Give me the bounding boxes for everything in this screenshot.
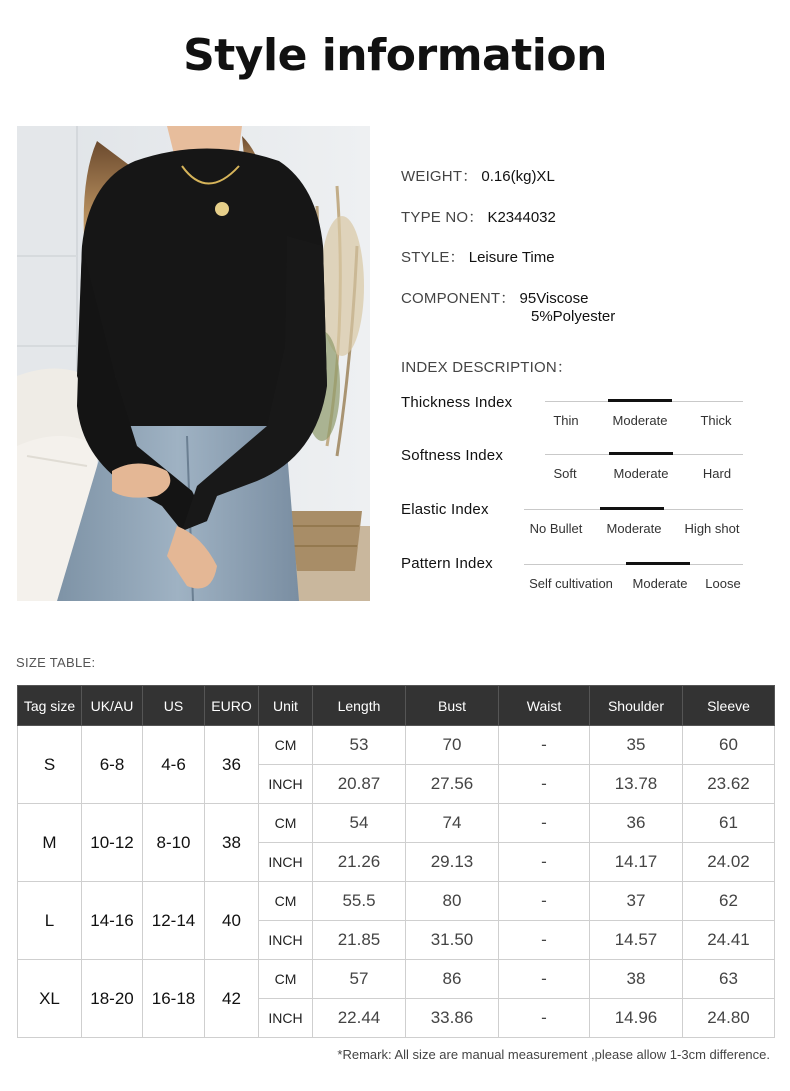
uk-cell: 6-8 (82, 726, 143, 804)
header-cell: Unit (259, 686, 313, 726)
unit-cell: CM (259, 960, 313, 999)
tag-size-cell: M (18, 804, 82, 882)
table-header-row (18, 686, 775, 726)
tag-size-cell: S (18, 726, 82, 804)
header-cell: Shoulder (590, 686, 683, 726)
tag-size-cell: L (18, 882, 82, 960)
header-cell: Length (313, 686, 406, 726)
scale-option: High shot (684, 521, 740, 536)
component-line (401, 287, 588, 308)
unit-cell: CM (259, 726, 313, 765)
scale-option: Self cultivation (529, 576, 613, 591)
scale-option: Loose (705, 576, 741, 591)
euro-cell: 42 (205, 960, 259, 1038)
sleeve-cell: 62 (683, 882, 775, 921)
length-cell: 21.26 (313, 843, 406, 882)
bust-cell: 74 (406, 804, 499, 843)
style-label: STYLE： (401, 249, 465, 266)
size-table (17, 685, 775, 1038)
bust-cell: 86 (406, 960, 499, 999)
sleeve-cell: 24.80 (683, 999, 775, 1038)
waist-cell: - (499, 999, 590, 1038)
pattern-index-label: Pattern Index (401, 555, 493, 572)
header-cell: Bust (406, 686, 499, 726)
unit-cell: INCH (259, 999, 313, 1038)
type-value: K2344032 (487, 209, 556, 226)
selected-marker (626, 562, 690, 565)
bust-cell: 31.50 (406, 921, 499, 960)
bust-cell: 29.13 (406, 843, 499, 882)
euro-cell: 36 (205, 726, 259, 804)
shoulder-cell: 14.96 (590, 999, 683, 1038)
sleeve-cell: 24.02 (683, 843, 775, 882)
scale-option: Thick (700, 413, 732, 428)
page-title: Style information (183, 30, 607, 81)
weight-label: WEIGHT： (401, 168, 478, 185)
waist-cell: - (499, 882, 590, 921)
shoulder-cell: 14.57 (590, 921, 683, 960)
bust-cell: 27.56 (406, 765, 499, 804)
unit-cell: CM (259, 804, 313, 843)
waist-cell: - (499, 804, 590, 843)
us-cell: 16-18 (143, 960, 205, 1038)
header-cell: Tag size (18, 686, 82, 726)
softness-scale (545, 454, 743, 484)
length-cell: 22.44 (313, 999, 406, 1038)
style-value: Leisure Time (468, 249, 555, 266)
waist-cell: - (499, 726, 590, 765)
sleeve-cell: 24.41 (683, 921, 775, 960)
index-description-label: INDEX DESCRIPTION： (401, 359, 573, 376)
waist-cell: - (499, 960, 590, 999)
scale-option: Moderate (612, 413, 668, 428)
tag-size-cell: XL (18, 960, 82, 1038)
unit-cell: INCH (259, 921, 313, 960)
length-cell: 57 (313, 960, 406, 999)
table-row (18, 726, 775, 765)
sleeve-cell: 61 (683, 804, 775, 843)
product-photo (17, 126, 370, 601)
type-line (401, 206, 556, 227)
thickness-scale (545, 401, 743, 431)
type-label: TYPE NO： (401, 209, 484, 226)
selected-marker (609, 452, 673, 455)
elastic-index-label: Elastic Index (401, 501, 489, 518)
weight-value: 0.16(kg)XL (481, 168, 555, 185)
model-illustration (17, 126, 370, 601)
uk-cell: 14-16 (82, 882, 143, 960)
us-cell: 8-10 (143, 804, 205, 882)
selected-marker (600, 507, 664, 510)
shoulder-cell: 13.78 (590, 765, 683, 804)
bust-cell: 70 (406, 726, 499, 765)
style-line (401, 246, 555, 267)
scale-option: Soft (553, 466, 577, 481)
shoulder-cell: 35 (590, 726, 683, 765)
euro-cell: 38 (205, 804, 259, 882)
softness-index-label: Softness Index (401, 447, 504, 464)
length-cell: 21.85 (313, 921, 406, 960)
waist-cell: - (499, 843, 590, 882)
shoulder-cell: 14.17 (590, 843, 683, 882)
euro-cell: 40 (205, 882, 259, 960)
shoulder-cell: 38 (590, 960, 683, 999)
length-cell: 20.87 (313, 765, 406, 804)
header-cell: Sleeve (683, 686, 775, 726)
scale-option: Moderate (606, 521, 662, 536)
thickness-index-label: Thickness Index (401, 394, 513, 411)
scale-option: No Bullet (529, 521, 583, 536)
size-table-label: SIZE TABLE: (16, 655, 96, 670)
waist-cell: - (499, 765, 590, 804)
scale-option: Hard (702, 466, 732, 481)
length-cell: 55.5 (313, 882, 406, 921)
length-cell: 53 (313, 726, 406, 765)
scale-option: Thin (553, 413, 579, 428)
shoulder-cell: 36 (590, 804, 683, 843)
component-value-2: 5%Polyester (531, 308, 616, 325)
scale-option: Moderate (613, 466, 669, 481)
header-cell: Waist (499, 686, 590, 726)
component-line-2 (531, 308, 615, 325)
shoulder-cell: 37 (590, 882, 683, 921)
us-cell: 4-6 (143, 726, 205, 804)
pattern-scale (524, 564, 743, 594)
header-cell: EURO (205, 686, 259, 726)
selected-marker (608, 399, 672, 402)
uk-cell: 10-12 (82, 804, 143, 882)
table-row (18, 882, 775, 921)
scale-option: Moderate (632, 576, 688, 591)
elastic-scale (524, 509, 743, 539)
header-cell: US (143, 686, 205, 726)
unit-cell: INCH (259, 765, 313, 804)
sleeve-cell: 60 (683, 726, 775, 765)
table-row (18, 804, 775, 843)
remark-note: *Remark: All size are manual measurement ,please allow 1-3cm difference. (337, 1047, 770, 1062)
bust-cell: 80 (406, 882, 499, 921)
unit-cell: INCH (259, 843, 313, 882)
uk-cell: 18-20 (82, 960, 143, 1038)
waist-cell: - (499, 921, 590, 960)
sleeve-cell: 23.62 (683, 765, 775, 804)
sleeve-cell: 63 (683, 960, 775, 999)
us-cell: 12-14 (143, 882, 205, 960)
component-value-1: 95Viscose (519, 290, 589, 307)
table-row (18, 960, 775, 999)
unit-cell: CM (259, 882, 313, 921)
length-cell: 54 (313, 804, 406, 843)
bust-cell: 33.86 (406, 999, 499, 1038)
header-cell: UK/AU (82, 686, 143, 726)
weight-line (401, 165, 555, 186)
component-label: COMPONENT： (401, 290, 516, 307)
